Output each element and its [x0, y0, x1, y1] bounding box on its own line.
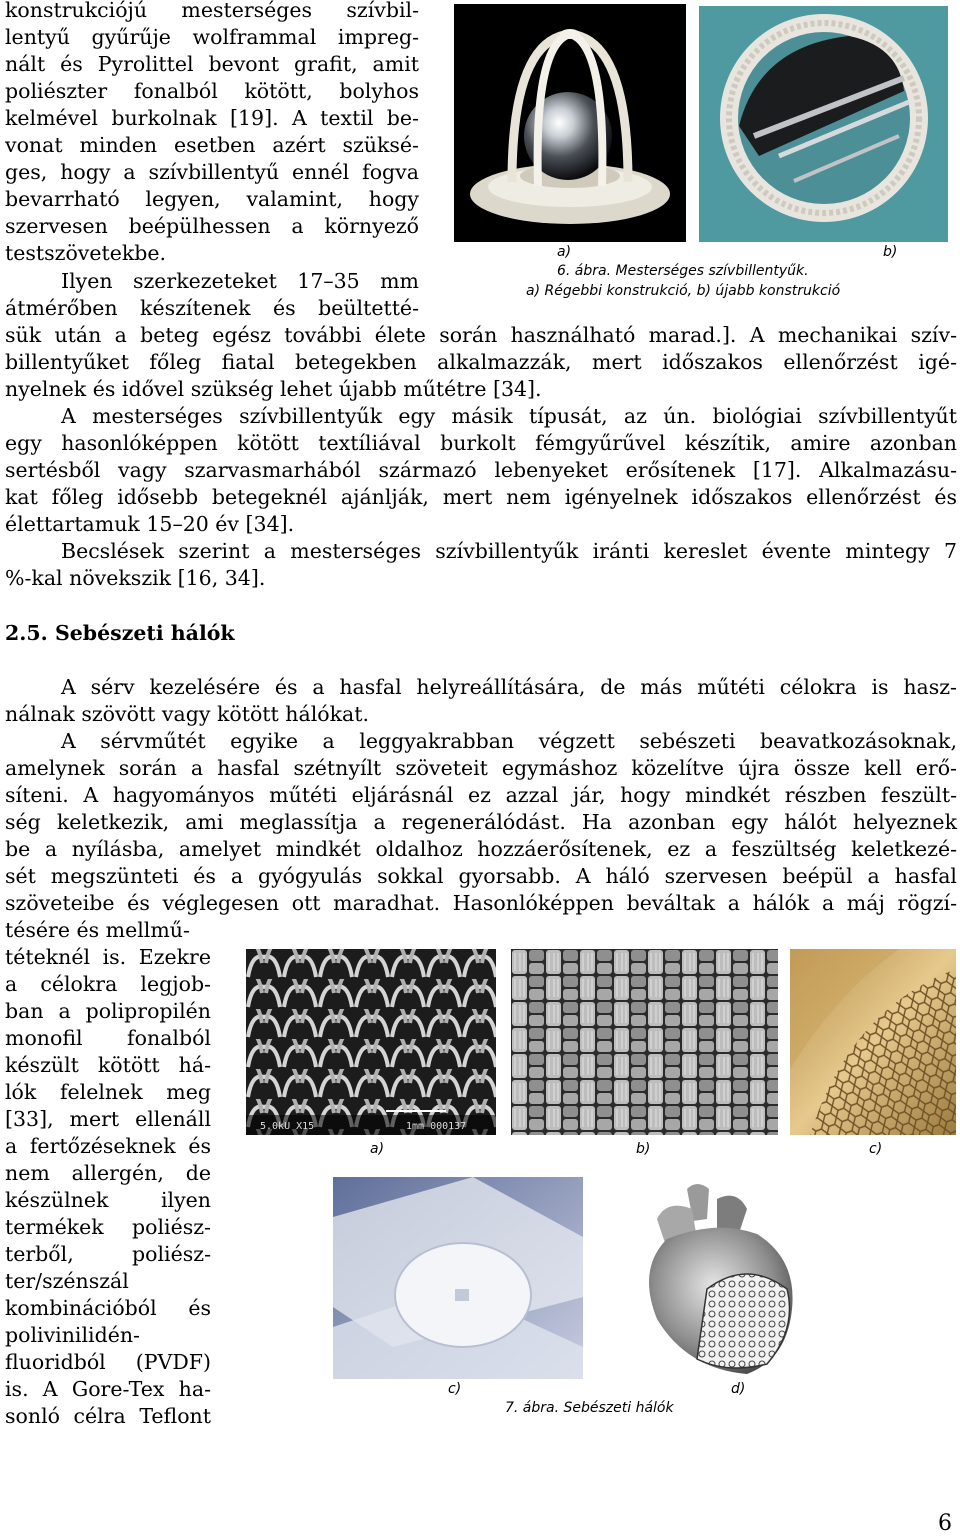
figure-7-label-c-bottom: c) [448, 1381, 462, 1397]
text-line: be a nyílásba, amelyet mindkét oldalhoz hozzáerősítenek, ez a feszültség keletkezé- [5, 837, 957, 861]
text-line: terből, poliész- [5, 1242, 211, 1266]
photo-mesh-sheets [333, 1177, 583, 1379]
text-line: ges, hogy a szívbillentyű ennél fogva [5, 160, 419, 184]
text-line: síteni. A hagyományos műtéti eljárásnál ez azzal jár, hogy mindkét részben feszült- [5, 783, 957, 807]
text-line: testszövetekbe. [5, 241, 167, 265]
text-line: billentyűket főleg fiatal betegekben alkalmazzák, mert időszakos ellenőrzést igé- [5, 350, 957, 374]
text-line: tésére és mellmű- [5, 918, 190, 942]
sem-info-left: 5.0kU X15 [260, 1121, 315, 1132]
text-line: konstrukciójú mesterséges szívbil- [5, 0, 419, 22]
text-line: egy hasonlóképpen kötött textíliával burkolt fémgyűrűvel készítik, amire azonban [5, 431, 957, 455]
text-line: Ilyen szerkezeteket 17–35 mm [61, 269, 419, 293]
text-line: is. A Gore-Tex ha- [5, 1377, 211, 1401]
photo-ball-cage-valve [454, 4, 686, 242]
section-heading: 2.5. Sebészeti hálók [5, 621, 235, 645]
text-line: [33], mert ellenáll [5, 1107, 211, 1131]
text-line: a fertőzéseknek és [5, 1134, 211, 1158]
text-line: fluoridból (PVDF) [5, 1350, 211, 1374]
text-line: lentyű gyűrűje wolframmal impreg- [5, 25, 419, 49]
text-line: sertésből vagy szarvasmarhából származó lebenyeket erősítenek [17]. Alkalmazásu- [5, 458, 957, 482]
text-line: polivinilidén- [5, 1323, 140, 1347]
text-line: vonat minden esetben azért szüksé- [5, 133, 419, 157]
text-line: kat főleg idősebb betegeknél ajánlják, mert nem igényelnek időszakos ellenőrzést és [5, 485, 957, 509]
figure-7-label-a: a) [370, 1141, 385, 1157]
text-line: élettartamuk 15–20 év [34]. [5, 512, 295, 536]
photo-tilting-disc-valve [699, 6, 948, 242]
text-line: sonló célra Teflont [5, 1404, 211, 1428]
text-line: lók felelnek meg [5, 1080, 211, 1104]
text-line: nált és Pyrolittel bevont grafit, amit [5, 52, 419, 76]
figure-6-label-a: a) [557, 244, 572, 260]
figure-6-caption-title: 6. ábra. Mesterséges szívbillentyűk. [557, 263, 809, 279]
sem-info-right: 1mm 000137 [406, 1121, 467, 1132]
text-line: átmérőben készítenek és beültetté- [5, 296, 419, 320]
text-line: ség keletkezik, ami meglassítja a regenerálódást. Ha azonban egy hálót helyeznek [5, 810, 957, 834]
text-line: a célokra legjob- [5, 972, 211, 996]
text-line: A sérvműtét egyike a leggyakrabban végzett sebészeti beavatkozásoknak, [61, 729, 957, 753]
photo-woven-fabric [511, 949, 778, 1135]
text-line: készülnek ilyen [5, 1188, 211, 1212]
text-line: kombinációból és [5, 1296, 211, 1320]
text-line: készült kötött há- [5, 1053, 211, 1077]
text-line: %-kal növekszik [16, 34]. [5, 566, 266, 590]
text-line: Becslések szerint a mesterséges szívbillentyűk iránti kereslet évente mintegy 7 [61, 539, 957, 563]
text-line: nyelnek és idővel szükség lehet újabb műtétre [34]. [5, 377, 542, 401]
figure-7-label-d: d) [731, 1381, 746, 1397]
text-line: A sérv kezelésére és a hasfal helyreállítására, de más műtéti célokra is hasz- [61, 675, 957, 699]
text-line: sük után a beteg egész további élete során használható marad.]. A mechanikai szív- [5, 323, 957, 347]
figure-7-label-c-top: c) [869, 1141, 883, 1157]
text-line: kelmével burkolnak [19]. A textil be- [5, 106, 419, 130]
text-line: monofil fonalból [5, 1026, 211, 1050]
text-line: szöveteibe és véglegesen ott maradhat. Hasonlóképpen beváltak a hálók a máj rögzí- [5, 891, 957, 915]
text-line: ban a polipropilén [5, 999, 211, 1023]
text-line: poliészter fonalból kötött, bolyhos [5, 79, 419, 103]
text-line: nem allergén, de [5, 1161, 211, 1185]
text-line: amelynek során a hasfal szétnyílt szöveteit egymáshoz közelítve újra össze kell erő- [5, 756, 957, 780]
text-line: termékek poliész- [5, 1215, 211, 1239]
photo-golden-mesh [790, 949, 956, 1135]
text-line: szervesen beépülhessen a környező [5, 214, 419, 238]
text-line: bevarrható legyen, valamint, hogy [5, 187, 419, 211]
page-number: 6 [938, 1511, 952, 1536]
figure-7-label-b: b) [636, 1141, 651, 1157]
photo-sem-knitted-mesh [246, 949, 496, 1135]
figure-7-caption: 7. ábra. Sebészeti hálók [505, 1400, 674, 1416]
text-line: ter/szénszál [5, 1269, 129, 1293]
text-line: A mesterséges szívbillentyűk egy másik típusát, az ún. biológiai szívbillentyűt [61, 404, 957, 428]
text-line: nálnak szövött vagy kötött hálókat. [5, 702, 370, 726]
text-line: téteknél is. Ezekre [5, 945, 211, 969]
photo-heart-with-mesh [597, 1179, 807, 1379]
figure-6-caption-subtitle: a) Régebbi konstrukció, b) újabb konstrukció [526, 283, 841, 299]
figure-6-label-b: b) [883, 244, 898, 260]
text-line: sét megszünteti és a gyógyulás sokkal gyorsabb. A háló szervesen beépül a hasfal [5, 864, 957, 888]
